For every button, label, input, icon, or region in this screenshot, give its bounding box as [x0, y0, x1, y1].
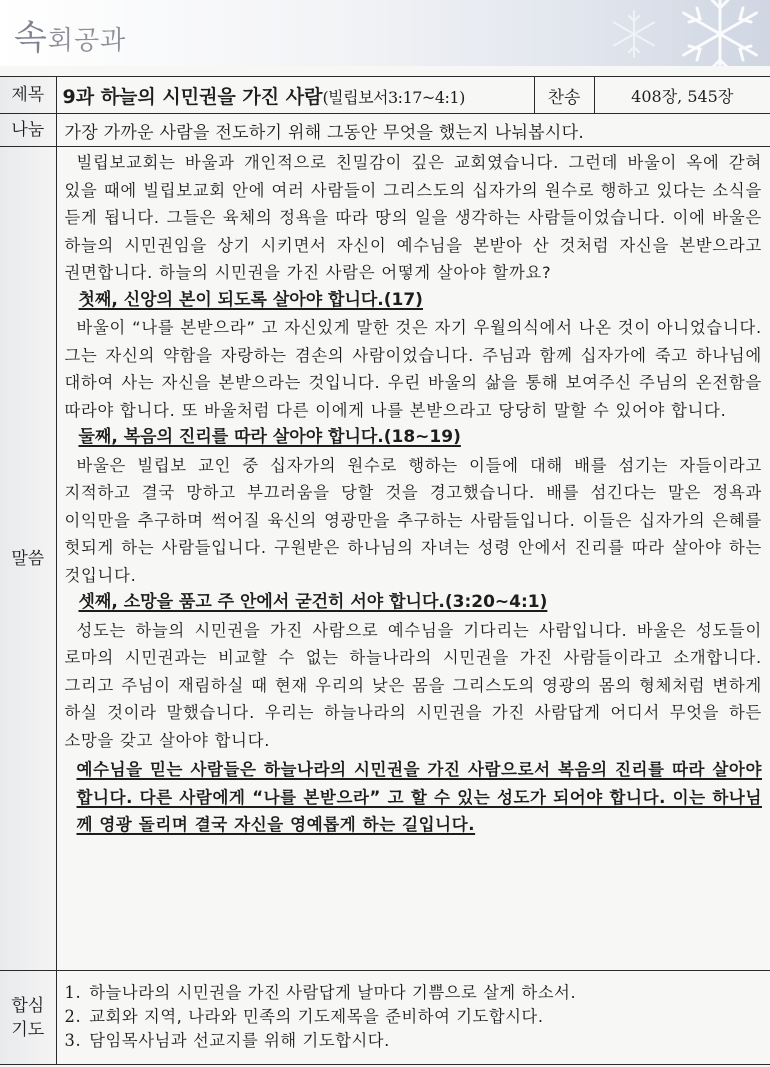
point1-text: 바울이 “나를 본받으라” 고 자신있게 말한 것은 자기 우월의식에서 나온 것이 아니었습니다. 그는 자신의 약함을 자랑하는 겸손의 사람이었습니다. 주님과 함께 십자가에 죽고 하나님에 대하여 사는 자신을 본받으라는 것입니다. 우린 바울의 삶을 통해 보여주신 주님의 온전함을 따라야 합니다. 또 바울처럼 다른 이에게 나를 본받으라고 당당히 말할 수 있어야 합니다.	[64, 318, 762, 420]
sermon-row	[0, 147, 770, 971]
point2-text: 바울은 빌립보 교인 중 십자가의 원수로 행하는 이들에 대해 배를 섬기는 자들이라고 지적하고 결국 망하고 부끄러움을 당할 것을 경고했습니다. 배를 섬긴다는 말은 정욕과 이익만을 추구하며 썩어질 육신의 영광만을 추구하는 사람들입니다. 이들은 십자가의 은혜를 헛되게 하는 사람들입니다. 구원받은 하나님의 자녀는 성령 안에서 진리를 따라 살아야 하는 것입니다.	[64, 455, 762, 585]
lesson-sheet	[0, 76, 770, 1065]
prayer-item: 2. 교회와 지역, 나라와 민족의 기도제목을 준비하여 기도합시다.	[64, 1007, 544, 1026]
prayer-row	[0, 971, 770, 1065]
sermon-intro: 빌립보교회는 바울과 개인적으로 친밀감이 깊은 교회였습니다. 그런데 바울이 옥에 갇혀 있을 때에 빌립보교회 안에 여러 사람들이 그리스도의 십자가의 원수로 행하고 있다는 소식을 듣게 됩니다. 그들은 육체의 정욕을 따라 땅의 일을 생각하는 사람들이었습니다. 이에 바울은 하늘의 시민권임을 상기 시키면서 자신이 예수님을 본받아 산 것처럼 자신을 본받으라고 권면합니다. 하늘의 시민권을 가진 사람은 어떻게 살아야 할까요?	[64, 153, 762, 282]
share-row	[0, 114, 770, 147]
title-label: 제목	[0, 77, 56, 114]
sermon-body	[56, 147, 770, 971]
prayer-item: 1. 하늘나라의 시민권을 가진 사람답게 날마다 기쁨으로 살게 하소서.	[64, 983, 577, 1002]
snowflake-icon	[672, 0, 768, 66]
prayer-label-line2: 기도	[11, 1019, 45, 1040]
header-banner	[0, 0, 770, 66]
banner-title-first: 속	[14, 18, 48, 58]
banner-title	[14, 10, 126, 59]
sermon-conclusion: 예수님을 믿는 사람들은 하늘나라의 시민권을 가진 사람으로서 복음의 진리를 따라 살아야 합니다. 다른 사람에게 “나를 본받으라” 고 할 수 있는 성도가 되어야 합니다. 이는 하나님께 영광 돌리며 결국 자신을 영예롭게 하는 길입니다.	[76, 760, 762, 834]
share-question: 가장 가까운 사람을 전도하기 위해 그동안 무엇을 했는지 나눠봅시다.	[56, 114, 770, 147]
banner-title-rest: 회공과	[47, 26, 127, 56]
prayer-label	[0, 971, 56, 1065]
point1-heading: 첫째, 신앙의 본이 되도록 살아야 합니다.(17)	[78, 289, 423, 310]
prayer-item: 3. 담임목사님과 선교지를 위해 기도합시다.	[64, 1031, 390, 1050]
lesson-title	[56, 77, 534, 114]
scripture-reference: (빌립보서3:17~4:1)	[322, 87, 465, 107]
point3-heading: 셋째, 소망을 품고 주 안에서 굳건히 서야 합니다.(3:20~4:1)	[78, 592, 548, 612]
snowflake-small-icon	[608, 8, 660, 60]
lesson-title-text: 9과 하늘의 시민권을 가진 사람	[62, 85, 323, 108]
hymn-label: 찬송	[534, 77, 594, 114]
point3-text: 성도는 하늘의 시민권을 가진 사람으로 예수님을 기다리는 사람입니다. 바울은 성도들이 로마의 시민권과는 비교할 수 없는 하늘나라의 시민권을 가진 사람들이라고 소개합니다. 그리고 주님이 재림하실 때 현재 우리의 낮은 몸을 그리스도의 영광의 몸의 형체처럼 변하게 하실 것이라 말했습니다. 우리는 하늘나라의 시민권을 가진 사람답게 어디서 무엇을 하든 소망을 갖고 살아야 합니다.	[64, 620, 762, 750]
sermon-label: 말씀	[0, 147, 56, 971]
share-label: 나눔	[0, 114, 56, 147]
title-row	[0, 77, 770, 114]
hymn-numbers: 408장, 545장	[594, 77, 770, 114]
prayer-list	[56, 971, 770, 1065]
prayer-label-line1: 합심	[11, 995, 45, 1016]
point2-heading: 둘째, 복음의 진리를 따라 살아야 합니다.(18~19)	[78, 427, 461, 447]
